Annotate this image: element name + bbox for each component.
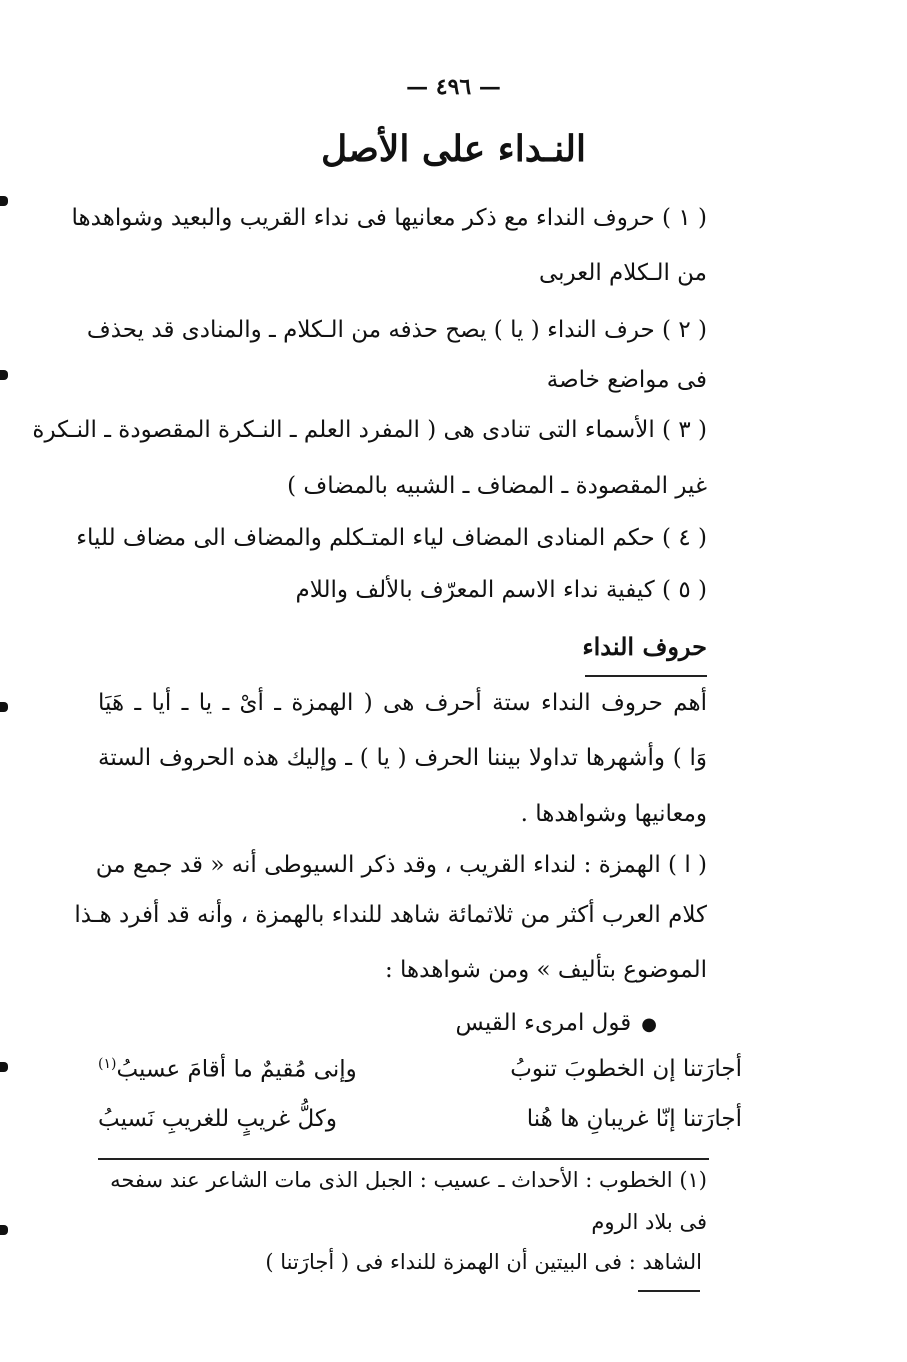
intro-item-1-line-1: ( ١ ) حروف النداء مع ذكر معانيها فى نداء القريب والبعيد وشواهدها <box>71 205 707 231</box>
paragraph-1-line-2: وَا ) وأشهرها تداولا بيننا الحرف ( يا ) ـ وإليك هذه الحروف الستة <box>98 745 707 771</box>
margin-mark <box>0 702 8 712</box>
intro-item-2-line-2: فى مواضع خاصة <box>546 367 707 393</box>
bullet-icon: ● <box>641 1014 657 1035</box>
intro-item-5: ( ٥ ) كيفية نداء الاسم المعرّف بالألف واللام <box>295 577 707 603</box>
section-heading: حروف النداء <box>582 632 707 661</box>
margin-mark <box>0 370 8 380</box>
footnote-marker: (١) <box>98 1056 117 1072</box>
end-rule <box>638 1290 700 1292</box>
witness-note: الشاهد : فى البيتين أن الهمزة للنداء فى ( أجارَتنا ) <box>265 1250 702 1274</box>
paragraph-1-line-3: ومعانيها وشواهدها . <box>520 801 707 827</box>
margin-mark <box>0 1225 8 1235</box>
paragraph-2-line-2: كلام العرب أكثر من ثلاثمائة شاهد للنداء بالهمزة ، وأنه قد أفرد هـذا <box>74 902 707 928</box>
margin-mark <box>0 1062 8 1072</box>
footnote-divider <box>98 1158 709 1160</box>
paragraph-2-line-1: ( ا ) الهمزة : لنداء القريب ، وقد ذكر السيوطى أنه « قد جمع من <box>95 852 707 878</box>
poet-name: قول امرىء القيس <box>455 1010 632 1036</box>
heading-underline <box>585 675 707 677</box>
paragraph-1-line-1: أهم حروف النداء ستة أحرف هى ( الهمزة ـ أىْ ـ يا ـ أيا ـ هَيَا <box>98 690 707 716</box>
footnote-line-2: فى بلاد الروم <box>591 1210 707 1234</box>
page-number: — ٤٩٦ — <box>406 74 501 100</box>
verse-2-second-hemistich: وكلُّ غريبٍ للغريبِ نَسيبُ <box>98 1106 337 1132</box>
intro-item-4: ( ٤ ) حكم المنادى المضاف لياء المتـكلم والمضاف الى مضاف للياء <box>76 525 707 551</box>
intro-item-3-line-1: ( ٣ ) الأسماء التى تنادى هى ( المفرد العلم ـ النـكرة المقصودة ـ النـكرة <box>32 417 707 443</box>
verse-1-second-hemistich <box>98 1056 357 1083</box>
margin-mark <box>0 196 8 206</box>
verse-1-first-hemistich: أجارَتنا إن الخطوبَ تنوبُ <box>510 1056 742 1082</box>
verse-1 <box>98 1056 742 1096</box>
verse-2-first-hemistich: أجارَتنا إنّا غريبانِ ها هُنا <box>526 1106 742 1132</box>
page-title: النـداء على الأصل <box>320 128 587 170</box>
verse-2 <box>98 1106 742 1146</box>
intro-item-2-line-1: ( ٢ ) حرف النداء ( يا ) يصح حذفه من الـكلام ـ والمنادى قد يحذف <box>86 317 707 343</box>
verse-1-second-text: وإنى مُقيمٌ ما أقامَ عسيبُ <box>116 1056 357 1083</box>
paragraph-2-line-3: الموضوع بتأليف » ومن شواهدها : <box>384 957 707 983</box>
poet-attribution <box>456 1010 657 1036</box>
intro-item-3-line-2: غير المقصودة ـ المضاف ـ الشبيه بالمضاف ) <box>287 473 707 499</box>
intro-item-1-line-2: من الـكلام العربى <box>538 260 707 286</box>
footnote-line-1: (١) الخطوب : الأحداث ـ عسيب : الجبل الذى مات الشاعر عند سفحه <box>110 1168 707 1192</box>
